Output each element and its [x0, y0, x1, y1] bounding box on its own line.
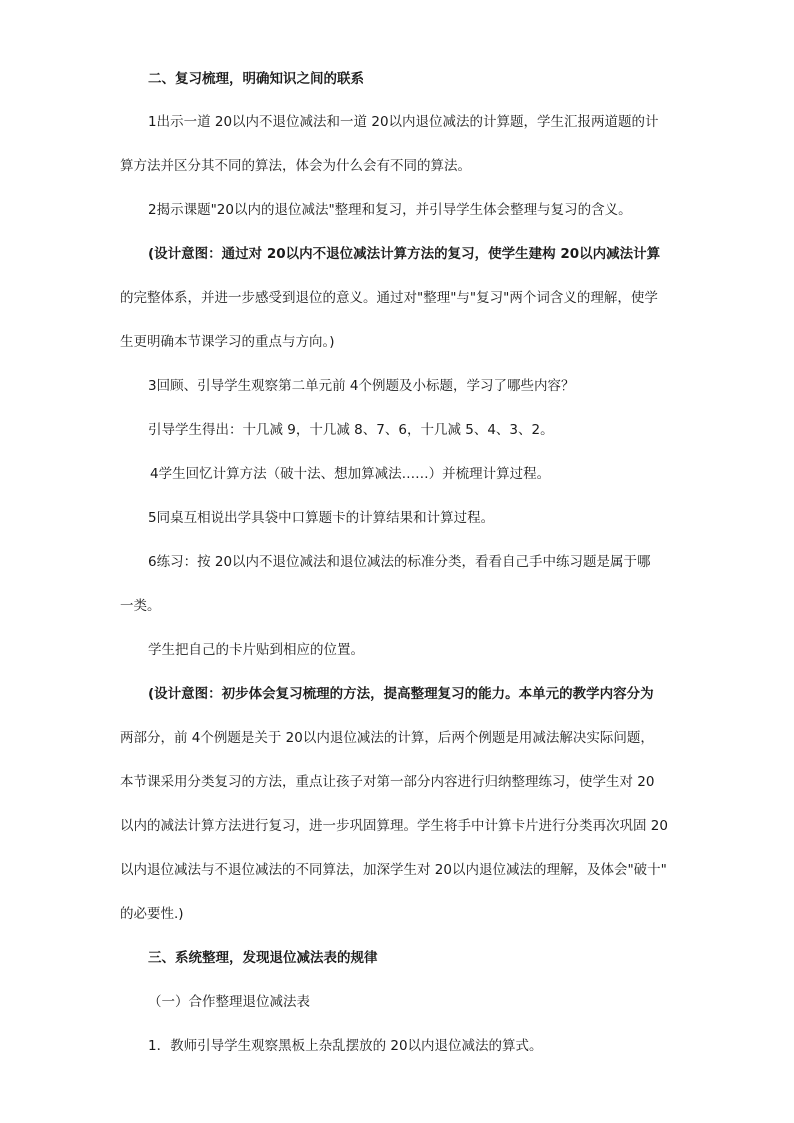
paragraph-line: 以内退位减法与不退位减法的不同算法，加深学生对 20以内退位减法的理解，及体会"破十": [120, 862, 667, 878]
design-intent-note: (设计意图：通过对 20以内不退位减法计算方法的复习，使学生建构 20以内减法计算: [148, 246, 661, 262]
paragraph-line: 的完整体系，并进一步感受到退位的意义。通过对"整理"与"复习"两个词含义的理解，使学: [120, 290, 658, 306]
paragraph-line: 学生把自己的卡片贴到相应的位置。: [148, 642, 364, 658]
paragraph-line: 5同桌互相说出学具袋中口算题卡的计算结果和计算过程。: [148, 510, 495, 526]
section-heading-review: 二、复习梳理，明确知识之间的联系: [148, 71, 364, 87]
paragraph-line: 本节课采用分类复习的方法，重点让孩子对第一部分内容进行归纳整理练习，使学生对 20: [120, 774, 655, 790]
paragraph-line: 两部分，前 4个例题是关于 20以内退位减法的计算，后两个例题是用减法解决实际问题，: [120, 730, 654, 746]
paragraph-line: 一类。: [120, 598, 161, 614]
paragraph-line: 的必要性.): [120, 906, 184, 922]
paragraph-line: 2揭示课题"20以内的退位减法"整理和复习，并引导学生体会整理与复习的含义。: [148, 202, 632, 218]
paragraph-line: 引导学生得出：十几减 9，十几减 8、7、6，十几减 5、4、3、2。: [148, 422, 554, 438]
design-intent-note: (设计意图：初步体会复习梳理的方法，提高整理复习的能力。本单元的教学内容分为: [148, 686, 654, 702]
paragraph-line: 3回顾、引导学生观察第二单元前 4个例题及小标题，学习了哪些内容？: [148, 378, 575, 394]
paragraph-line: 以内的减法计算方法进行复习，进一步巩固算理。学生将手中计算卡片进行分类再次巩固 20: [120, 818, 668, 834]
paragraph-line: 生更明确本节课学习的重点与方向。): [120, 334, 335, 350]
subsection-heading: （一）合作整理退位减法表: [148, 994, 310, 1010]
paragraph-line: 1出示一道 20以内不退位减法和一道 20以内退位减法的计算题，学生汇报两道题的计: [148, 114, 659, 130]
section-heading-organize: 三、系统整理，发现退位减法表的规律: [148, 950, 378, 966]
paragraph-line: 6练习：按 20以内不退位减法和退位减法的标准分类，看看自己手中练习题是属于哪: [148, 554, 651, 570]
paragraph-line: 算方法并区分其不同的算法，体会为什么会有不同的算法。: [120, 158, 471, 174]
paragraph-line: 4学生回忆计算方法（破十法、想加算减法……）并梳理计算过程。: [150, 466, 551, 482]
paragraph-line: 1．教师引导学生观察黑板上杂乱摆放的 20以内退位减法的算式。: [148, 1038, 543, 1054]
